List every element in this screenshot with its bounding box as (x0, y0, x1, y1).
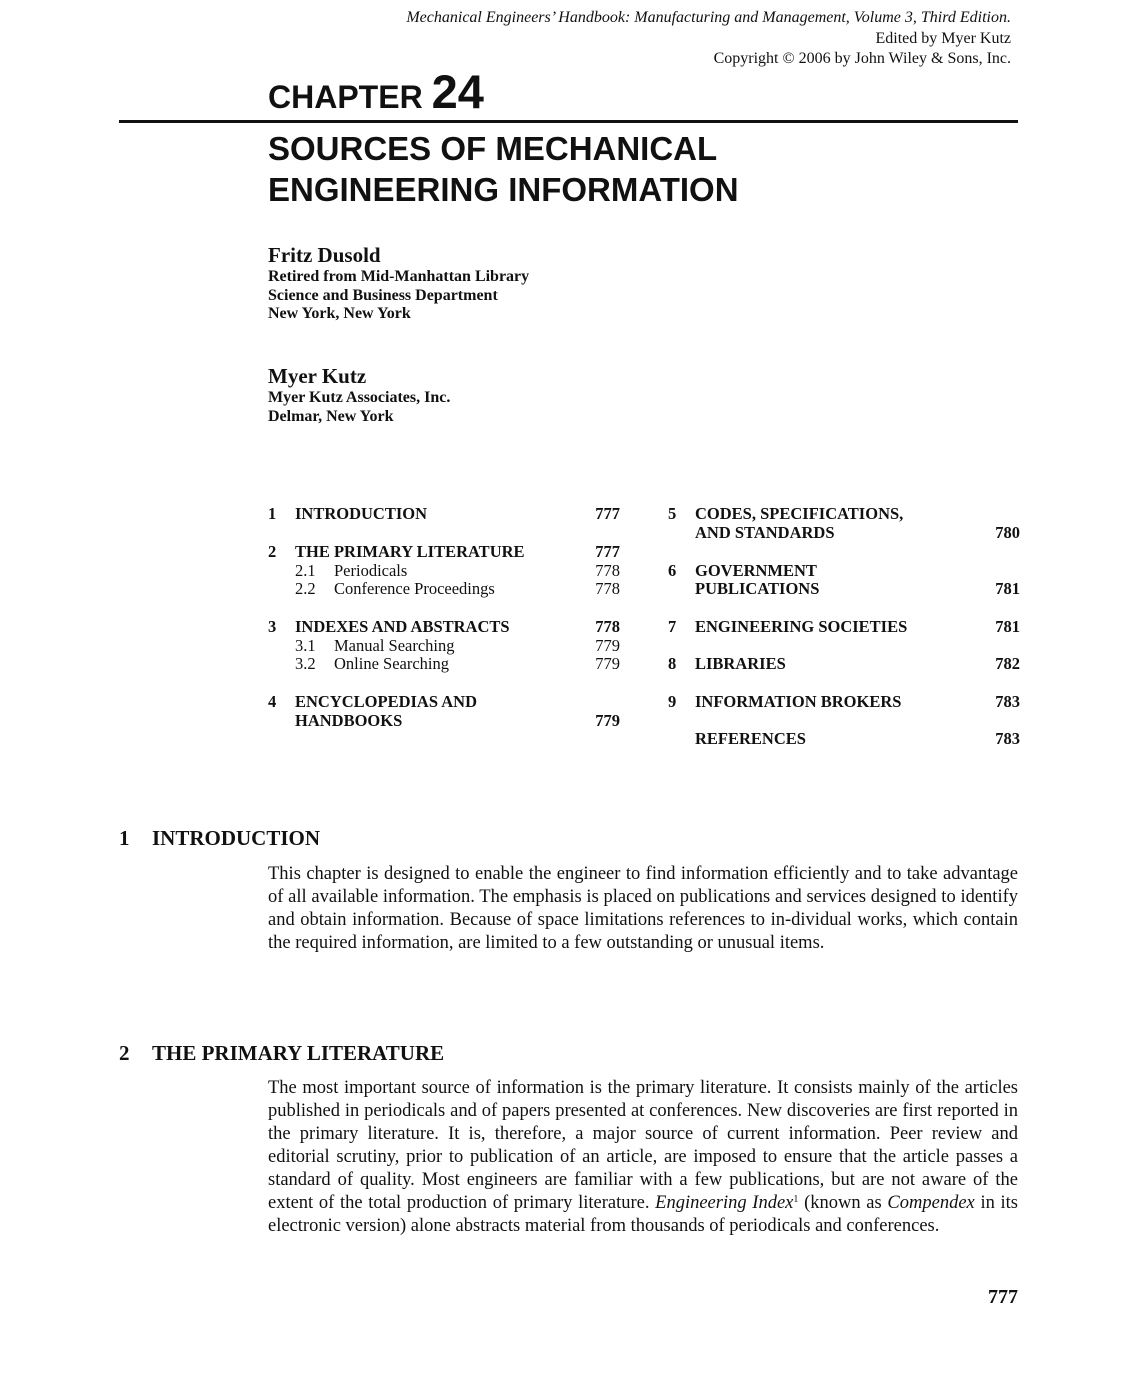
editor-line: Edited by Myer Kutz (875, 29, 1011, 47)
toc-left-column (268, 505, 620, 745)
body-text: (known as (798, 1193, 888, 1213)
body-text: The most important source of information is the primary literature. It consists mainly of the articles published in periodicals and of papers presented at conferences. New discoveries are first reported in the primary literature. It is, therefore, a major source of current information. Peer review and editorial scrutiny, prior to publication of an article, are imposed to ensure that the article passes a standard of quality. Most engineers are familiar with a few publications, but are not aware of the extent of the total production of primary literature. (268, 1078, 1018, 1213)
toc-page: 779 (595, 711, 620, 730)
toc-entry-title-line-2: HANDBOOKS (295, 711, 403, 730)
engineering-index-title: Engineering Index (655, 1193, 794, 1213)
toc-entry-title: ENGINEERING SOCIETIES (695, 617, 908, 636)
chapter-title (268, 128, 739, 210)
toc-right-column (668, 504, 1020, 748)
author-block-2 (268, 363, 450, 426)
toc-entry-title: INTRODUCTION (295, 504, 428, 523)
section-heading (119, 825, 320, 851)
section-number: 1 (119, 826, 130, 850)
toc-entry-title-line-2: AND STANDARDS (695, 523, 835, 542)
body-text: in its electronic version) alone abstracts material from thousands of periodicals and conferences. (268, 1193, 1019, 1236)
toc-entry-title: REFERENCES (695, 729, 806, 748)
author-affiliation-3: New York, New York (268, 305, 411, 322)
toc-subnum: 2.2 (295, 579, 316, 598)
author-affiliation-2: Science and Business Department (268, 286, 498, 304)
toc-entry-title-line-2: PUBLICATIONS (695, 579, 820, 598)
toc-subnum: 3.1 (295, 636, 316, 655)
author-name: Fritz Dusold (268, 243, 381, 267)
toc-entry-title: THE PRIMARY LITERATURE (295, 542, 525, 561)
toc-num: 7 (668, 617, 677, 636)
toc-subentry-title: Online Searching (334, 654, 450, 673)
section-title: INTRODUCTION (152, 826, 321, 850)
page-number: 777 (988, 1286, 1018, 1308)
chapter-title-line-2: ENGINEERING INFORMATION (268, 171, 739, 208)
author-block-1 (268, 242, 529, 324)
toc-page: 779 (595, 654, 620, 673)
toc-entry-title: LIBRARIES (695, 654, 786, 673)
footnote-marker: 1 (793, 1194, 799, 1205)
toc-page: 783 (995, 692, 1020, 711)
chapter-title-line-1: SOURCES OF MECHANICAL (268, 130, 718, 167)
chapter-label (268, 65, 484, 121)
toc-page: 780 (995, 523, 1020, 542)
toc-num: 1 (268, 504, 277, 523)
running-header (406, 8, 1011, 70)
toc-page: 781 (995, 617, 1020, 636)
toc-num: 5 (668, 504, 677, 523)
author-affiliation-2: Delmar, New York (268, 407, 394, 425)
toc-entry-title-line-1: GOVERNMENT (695, 561, 817, 580)
toc-num: 3 (268, 617, 277, 636)
chapter-word: CHAPTER (268, 79, 423, 115)
toc-subentry-title: Periodicals (334, 561, 408, 580)
compendex-title: Compendex (887, 1193, 975, 1213)
section-number: 2 (119, 1041, 130, 1065)
section-heading (119, 1040, 444, 1066)
toc-entry-title-line-1: ENCYCLOPEDIAS AND (295, 692, 477, 711)
author-affiliation-1: Myer Kutz Associates, Inc. (268, 389, 451, 406)
toc-num: 4 (268, 692, 277, 711)
toc-page: 779 (595, 636, 620, 655)
section-body (268, 1077, 1018, 1238)
toc-num: 9 (668, 692, 677, 711)
toc-num: 8 (668, 654, 677, 673)
toc-page: 778 (595, 561, 620, 580)
author-name: Myer Kutz (268, 364, 367, 388)
toc-subentry-title: Manual Searching (334, 636, 455, 655)
toc-entry-title: INDEXES AND ABSTRACTS (295, 617, 510, 636)
toc-page: 783 (995, 729, 1020, 748)
toc-page: 782 (995, 654, 1020, 673)
chapter-number: 24 (431, 65, 484, 118)
toc-subnum: 2.1 (295, 561, 316, 580)
author-affiliation-1: Retired from Mid-Manhattan Library (268, 268, 530, 285)
book-title-line: Mechanical Engineers’ Handbook: Manufacturing and Management, Volume 3, Third Edition. (406, 9, 1011, 26)
toc-entry-title: INFORMATION BROKERS (695, 692, 902, 711)
copyright-line: Copyright © 2006 by John Wiley & Sons, Inc. (713, 50, 1011, 67)
section-title: THE PRIMARY LITERATURE (152, 1041, 445, 1065)
toc-num: 6 (668, 561, 677, 580)
toc-page: 778 (595, 579, 620, 598)
section-body: This chapter is designed to enable the engineer to find information efficiently and to take advantage of all available information. The emphasis is placed on publications and services designed to identify and obtain information. Because of space limitations references to in-dividual works, which contain the required information, are limited to a few outstanding or unusual items. (268, 864, 1018, 953)
toc-page: 778 (595, 617, 620, 636)
toc-page: 781 (995, 579, 1020, 598)
toc-subentry-title: Conference Proceedings (334, 579, 495, 598)
toc-subnum: 3.2 (295, 654, 316, 673)
toc-page: 777 (595, 504, 620, 523)
toc-num: 2 (268, 542, 277, 561)
chapter-rule (119, 120, 1018, 123)
toc-page: 777 (595, 542, 620, 561)
toc-entry-title-line-1: CODES, SPECIFICATIONS, (695, 504, 904, 523)
